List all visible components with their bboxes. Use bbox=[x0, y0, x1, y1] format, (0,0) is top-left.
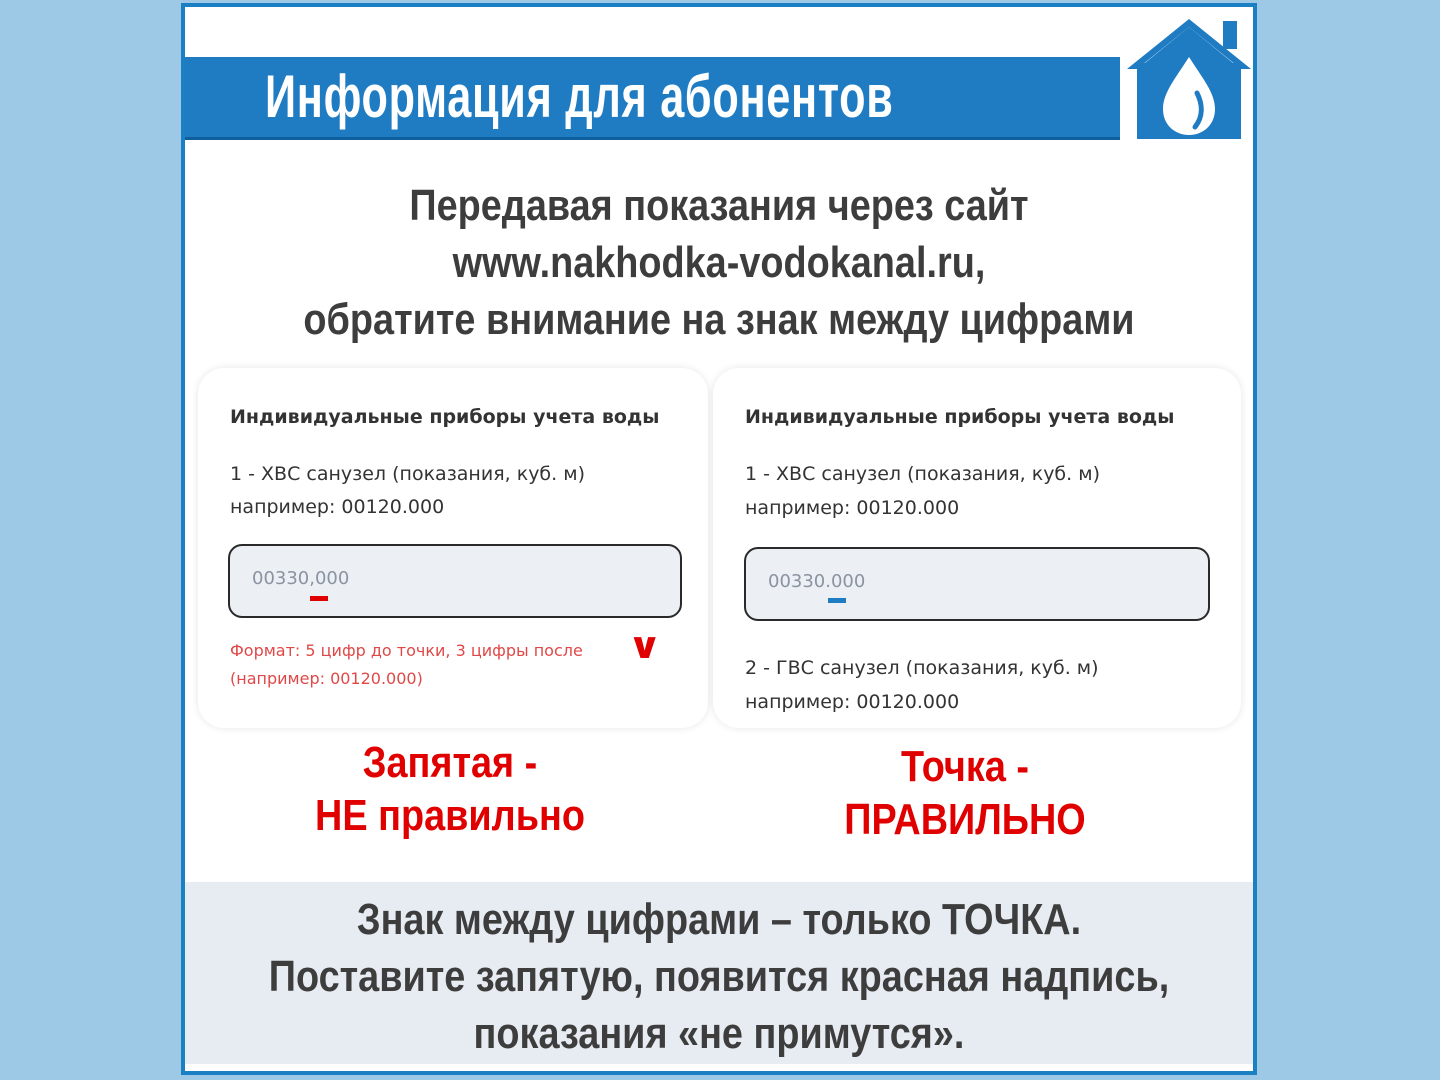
check-mark-icon: ∨ bbox=[627, 626, 663, 667]
website-url: www.nakhodka-vodokanal.ru, bbox=[452, 238, 986, 287]
panel-title: Индивидуальные приборы учета воды bbox=[745, 406, 1175, 428]
meter-example: например: 00120.000 bbox=[745, 497, 960, 519]
panel-title: Индивидуальные приборы учета воды bbox=[230, 406, 660, 428]
footer-line: показания «не примутся». bbox=[473, 1009, 965, 1058]
correct-example-panel bbox=[713, 368, 1241, 728]
error-message: Формат: 5 цифр до точки, 3 цифры после bbox=[230, 641, 583, 660]
intro-line: обратите внимание на знак между цифрами bbox=[303, 295, 1135, 344]
meter-label: 2 - ГВС санузел (показания, куб. м) bbox=[745, 657, 1099, 679]
meter-label: 1 - ХВС санузел (показания, куб. м) bbox=[230, 463, 585, 485]
footer-note bbox=[185, 882, 1253, 1064]
verdict-line: Точка - bbox=[901, 742, 1029, 791]
reading-input-comma[interactable] bbox=[228, 544, 682, 618]
intro-line: Передавая показания через сайт bbox=[409, 181, 1029, 230]
wrong-verdict bbox=[250, 736, 650, 842]
meter-example: например: 00120.000 bbox=[230, 496, 445, 518]
intro-text bbox=[185, 177, 1253, 348]
meter-example: например: 00120.000 bbox=[745, 691, 960, 713]
verdict-line: Запятая - bbox=[362, 738, 538, 787]
comma-marker bbox=[310, 596, 328, 601]
footer-line: Поставите запятую, появится красная надпись, bbox=[268, 952, 1170, 1001]
house-water-drop-icon bbox=[1125, 13, 1253, 139]
page-title: Информация для абонентов bbox=[265, 63, 894, 130]
verdict-line: НЕ правильно bbox=[315, 791, 585, 840]
reading-input-dot[interactable] bbox=[744, 547, 1210, 621]
wrong-example-panel bbox=[198, 368, 708, 728]
field-value: 00330.000 bbox=[768, 571, 866, 592]
verdict-line: ПРАВИЛЬНО bbox=[844, 795, 1086, 844]
meter-label: 1 - ХВС санузел (показания, куб. м) bbox=[745, 463, 1100, 485]
header-banner bbox=[185, 57, 1120, 140]
field-value: 00330,000 bbox=[252, 568, 350, 589]
correct-verdict bbox=[765, 740, 1165, 846]
dot-marker bbox=[828, 598, 846, 603]
footer-line: Знак между цифрами – только ТОЧКА. bbox=[356, 895, 1082, 944]
error-message-example: (например: 00120.000) bbox=[230, 669, 423, 688]
